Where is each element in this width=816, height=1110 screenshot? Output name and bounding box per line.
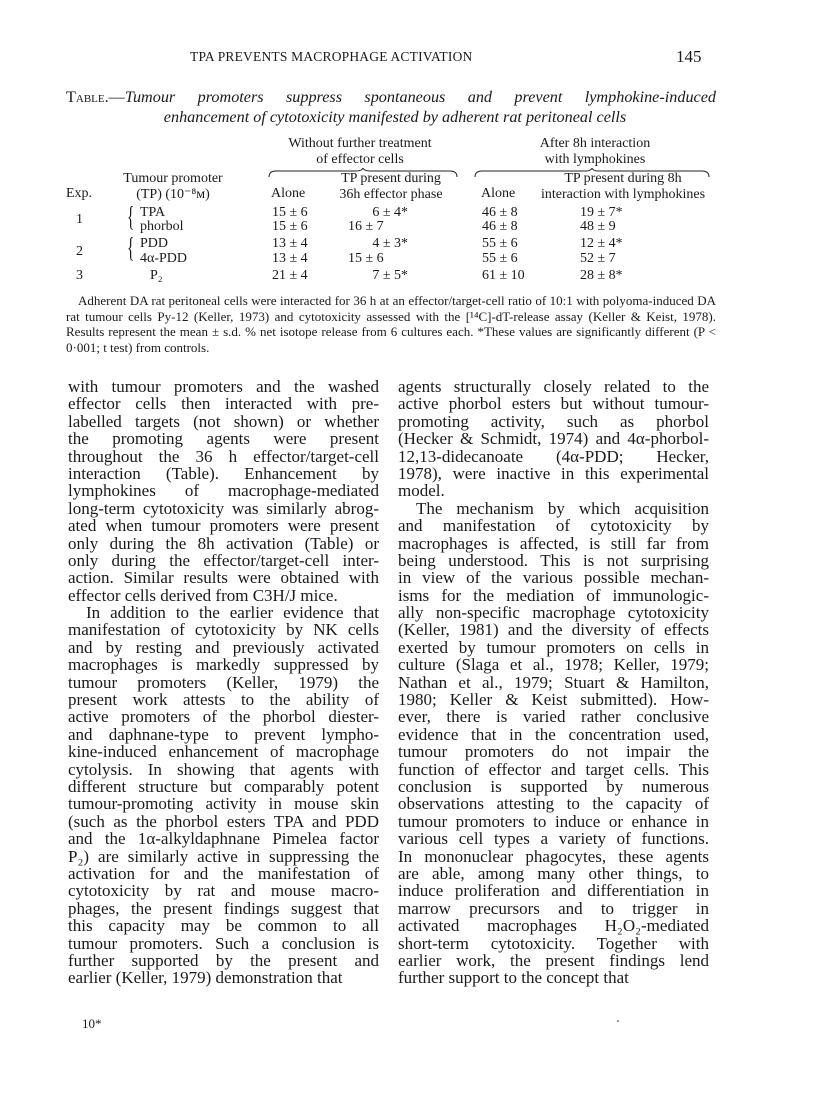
- row-alone-2: 55 ± 6: [482, 236, 518, 251]
- text-line: effector cells then interacted with pre-: [68, 394, 379, 414]
- text-line: (Hecker & Schmidt, 1974) and 4α-phorbol-: [398, 429, 709, 449]
- col-header-line: interaction with lymphokines: [540, 187, 706, 202]
- row-alone-1: 15 ± 6: [272, 219, 308, 234]
- row-alone-2: 46 ± 8: [482, 219, 518, 234]
- group-header-line: After 8h interaction: [539, 136, 651, 151]
- text-line: conclusion is supported by numerous: [398, 776, 709, 796]
- row-tp-36h: 16 ± 7: [348, 219, 384, 234]
- row-alone-2: 55 ± 6: [482, 251, 518, 266]
- text-line: promoting activity, such as phorbol: [398, 411, 709, 431]
- row-tp-8h: 52 ± 7: [580, 251, 616, 266]
- text-line: Nathan et al., 1979; Stuart & Hamilton,: [398, 672, 709, 692]
- text-line: in view of the various possible mechan-: [398, 568, 709, 588]
- row-tp-36h: 15 ± 6: [348, 251, 384, 266]
- text-line: In addition to the earlier evidence that: [86, 603, 379, 623]
- text-line: active phorbol esters but without tumour-: [398, 394, 709, 414]
- group-header-line: of effector cells: [316, 152, 404, 167]
- text-line: activated macrophages H₂O₂-mediated: [398, 916, 709, 936]
- text-line: and daphnane-type to prevent lympho-: [68, 724, 379, 744]
- text-line: observations attesting to the capacity of: [398, 794, 709, 814]
- row-exp-number: 1: [76, 212, 83, 227]
- text-line: lymphokines of macrophage-mediated: [68, 481, 379, 501]
- group-header-line: with lymphokines: [544, 152, 646, 167]
- group-header-no-treatment: [270, 136, 450, 168]
- col-header-line: TP present during: [341, 171, 441, 186]
- text-line: being understood. This is not surprising: [398, 550, 709, 570]
- body-column-right: [398, 378, 709, 987]
- row-promoter: P₂: [150, 268, 163, 283]
- text-line: activation for and the manifestation of: [68, 863, 379, 883]
- text-line: agents structurally closely related to the: [398, 377, 709, 396]
- text-line: earlier (Keller, 1979) demonstration that: [68, 968, 343, 988]
- text-line: ever, there is varied rather conclusive: [398, 707, 709, 727]
- text-line: short-term cytotoxicity. Together with: [398, 933, 709, 953]
- text-line: further supported by the present and: [68, 950, 379, 970]
- text-line: function of effector and target cells. This: [398, 759, 709, 779]
- signature-mark: 10*: [82, 1016, 102, 1031]
- text-line: isms for the mediation of immunologic-: [398, 585, 709, 605]
- text-line: 1978), were inactive in this experimental: [398, 463, 709, 483]
- text-line: and by resting and previously activated: [68, 637, 379, 657]
- group-header-lymphokines: [495, 136, 695, 168]
- row-brace-exp-1: {: [127, 202, 135, 233]
- col-header-line: 36h effector phase: [339, 187, 443, 202]
- text-line: action. Similar results were obtained with: [68, 568, 379, 588]
- row-promoter: 4α-PDD: [140, 251, 188, 266]
- text-line: culture (Slaga et al., 1978; Keller, 1979;: [398, 655, 709, 675]
- text-line: phages, the present findings suggest that: [68, 898, 379, 918]
- caption-line-2: enhancement of cytotoxicity manifested by adherent rat peritoneal cells: [163, 108, 627, 126]
- text-line: tumour promoters do not impair the: [398, 742, 709, 762]
- scan-speck: [617, 1020, 619, 1022]
- text-line: In mononuclear phagocytes, these agents: [398, 846, 709, 866]
- text-line: are able, among many other things, to: [398, 863, 709, 883]
- col-header-line: (TP) (10⁻⁸ᴍ): [136, 187, 210, 202]
- row-promoter: phorbol: [140, 219, 184, 234]
- text-line: this capacity may be common to all: [68, 916, 379, 936]
- text-line: marrow precursors and to trigger in: [398, 898, 709, 918]
- text-line: 12,13-didecanoate (4α-PDD; Hecker,: [398, 446, 709, 466]
- row-alone-2: 61 ± 10: [482, 268, 525, 283]
- text-line: The mechanism by which acquisition: [416, 498, 709, 518]
- text-line: and the 1α-alkyldaphnane Pimelea factor: [68, 829, 379, 849]
- col-header-tp-8h: [532, 171, 714, 203]
- text-line: ated when tumour promoters were present: [68, 516, 379, 536]
- caption-line-1: Tumour promoters suppress spontaneous and prevent lymphokine-induced: [124, 88, 716, 106]
- row-tp-8h: 28 ± 8*: [580, 268, 623, 283]
- text-line: effector cells derived from C3H/J mice.: [68, 585, 338, 605]
- row-alone-2: 46 ± 8: [482, 205, 518, 220]
- row-promoter: PDD: [140, 236, 169, 251]
- table-footnote: [66, 293, 716, 355]
- text-line: kine-induced enhancement of macrophage: [68, 742, 379, 762]
- text-line: further support to the concept that: [398, 968, 629, 988]
- text-line: P₂) are similarly active in suppressing the: [68, 846, 379, 866]
- text-line: manifestation of cytotoxicity by NK cells: [68, 620, 379, 640]
- row-tp-8h: 19 ± 7*: [580, 205, 623, 220]
- row-alone-1: 15 ± 6: [272, 205, 308, 220]
- row-exp-number: 3: [76, 268, 83, 283]
- text-line: cytotoxicity by rat and mouse macro-: [68, 881, 379, 901]
- caption-dash: —: [108, 88, 125, 106]
- col-header-tp-36h: [326, 171, 456, 203]
- text-line: active promoters of the phorbol diester-: [68, 707, 379, 727]
- text-line: (such as the phorbol esters TPA and PDD: [68, 811, 379, 831]
- col-header-line: Tumour promoter: [123, 171, 223, 186]
- row-promoter: TPA: [140, 205, 166, 220]
- col-header-exp: Exp.: [66, 186, 93, 201]
- text-line: tumour promoters to induce or enhance in: [398, 811, 709, 831]
- row-alone-1: 13 ± 4: [272, 251, 308, 266]
- running-title: TPA PREVENTS MACROPHAGE ACTIVATION: [190, 49, 473, 64]
- row-alone-1: 13 ± 4: [272, 236, 308, 251]
- col-header-alone-2: Alone: [481, 186, 516, 201]
- row-exp-number: 2: [76, 244, 83, 259]
- text-line: tumour-promoting activity in mouse skin: [68, 794, 379, 814]
- row-tp-36h: 7 ± 5*: [372, 268, 408, 283]
- col-header-line: TP present during 8h: [564, 171, 682, 186]
- row-tp-8h: 48 ± 9: [580, 219, 616, 234]
- text-line: macrophages is affected, is still far from: [398, 533, 709, 553]
- body-column-left: [68, 378, 379, 987]
- table-label: Table.: [66, 88, 109, 106]
- text-line: the promoting agents were present: [68, 429, 379, 449]
- text-line: model.: [398, 481, 445, 501]
- col-header-alone-1: Alone: [271, 186, 306, 201]
- text-line: ally non-specific macrophage cytotoxicity: [398, 603, 709, 623]
- row-tp-36h: 4 ± 3*: [372, 236, 408, 251]
- text-line: earlier work, the present findings lend: [398, 950, 709, 970]
- row-brace-exp-2: {: [127, 233, 135, 264]
- text-line: macrophages is markedly suppressed by: [68, 655, 379, 675]
- group-header-line: Without further treatment: [288, 136, 432, 151]
- text-line: (Keller, 1981) and the diversity of effects: [398, 620, 709, 640]
- text-line: various cell types a variety of functions.: [398, 829, 709, 849]
- row-tp-8h: 12 ± 4*: [580, 236, 623, 251]
- text-line: long-term cytotoxicity was similarly abrog-: [68, 498, 379, 518]
- table-caption: [66, 87, 716, 127]
- text-line: tumour promoters. Such a conclusion is: [68, 933, 379, 953]
- text-line: exerted by tumour promoters on cells in: [398, 637, 709, 657]
- text-line: cytolysis. In showing that agents with: [68, 759, 379, 779]
- row-alone-1: 21 ± 4: [272, 268, 308, 283]
- footnote-text: Adherent DA rat peritoneal cells were interacted for 36 h at an effector/target-cell ratio of 10:1 with polyoma-induced DA rat tumour cells Py-12 (Keller, 1973) and cytotoxicity assessed with the [¹⁴C]-dT-release assay (Keller & Keist, 1978). Results represent the mean ± s.d. % net isotope release from 6 cultures each. *These values are significantly different (P < 0·001; t test) from controls.: [66, 293, 716, 355]
- text-line: tumour promoters (Keller, 1979) the: [68, 672, 379, 692]
- text-line: evidence that in the concentration used,: [398, 724, 709, 744]
- text-line: only during the 8h activation (Table) or: [68, 533, 379, 553]
- text-line: induce proliferation and differentiation in: [398, 881, 709, 901]
- text-line: present work attests to the ability of: [68, 690, 379, 710]
- row-tp-36h: 6 ± 4*: [372, 205, 408, 220]
- text-line: and manifestation of cytotoxicity by: [398, 516, 709, 536]
- text-line: only during the effector/target-cell inter-: [68, 550, 379, 570]
- text-line: throughout the 36 h effector/target-cell: [68, 446, 379, 466]
- text-line: labelled targets (not shown) or whether: [68, 411, 379, 431]
- text-line: 1980; Keller & Keist submitted). How-: [398, 690, 709, 710]
- text-line: different structure but comparably potent: [68, 776, 379, 796]
- text-line: interaction (Table). Enhancement by: [68, 463, 379, 483]
- text-line: with tumour promoters and the washed: [68, 377, 379, 396]
- page-number: 145: [676, 47, 702, 66]
- col-header-promoter: [108, 171, 238, 203]
